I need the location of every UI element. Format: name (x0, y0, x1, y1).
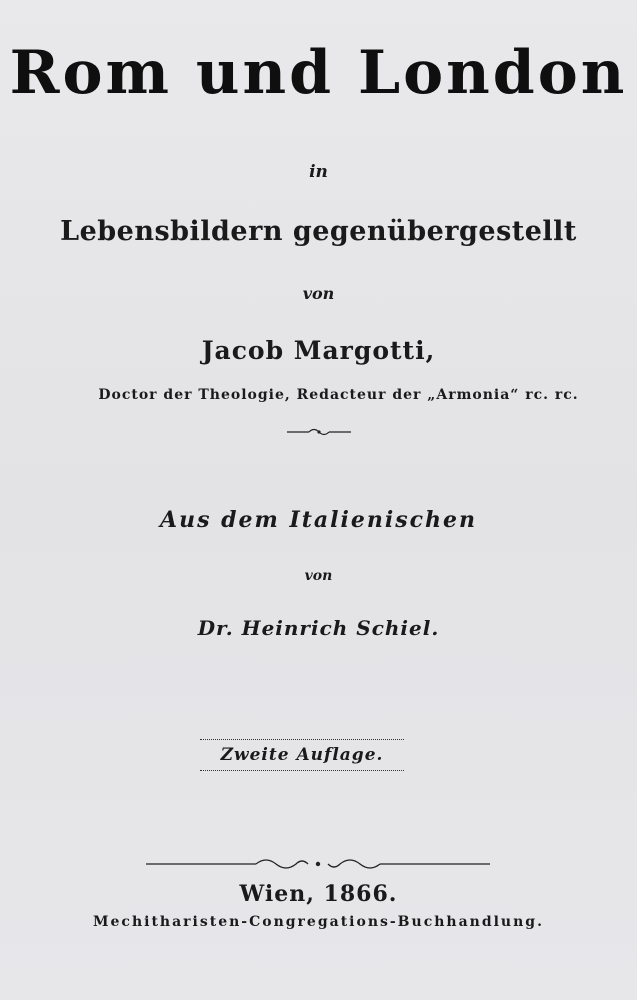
flourish-divider-icon (146, 854, 490, 874)
connector-von-author: von (302, 284, 335, 303)
translator-name: Dr. Heinrich Schiel. (197, 616, 440, 640)
small-ornament-divider (0, 423, 637, 442)
author-name: Jacob Margotti, (201, 336, 436, 365)
translation-note: Aus dem Italienischen (160, 507, 477, 533)
connector-von-translator: von (304, 568, 333, 584)
ornamental-rule (146, 854, 490, 874)
author-credentials: Doctor der Theologie, Redacteur der „Armonia“ rc. rc. (98, 387, 579, 403)
book-title: Rom und London (9, 38, 628, 108)
connector-in: in (309, 162, 328, 182)
edition-statement: Zweite Auflage. (200, 739, 404, 771)
ornament-icon (287, 426, 351, 438)
book-subtitle: Lebensbildern gegenübergestellt (60, 216, 577, 247)
publisher-name: Mechitharisten-Congregations-Buchhandlung. (93, 914, 544, 930)
place-and-year: Wien, 1866. (239, 881, 398, 907)
